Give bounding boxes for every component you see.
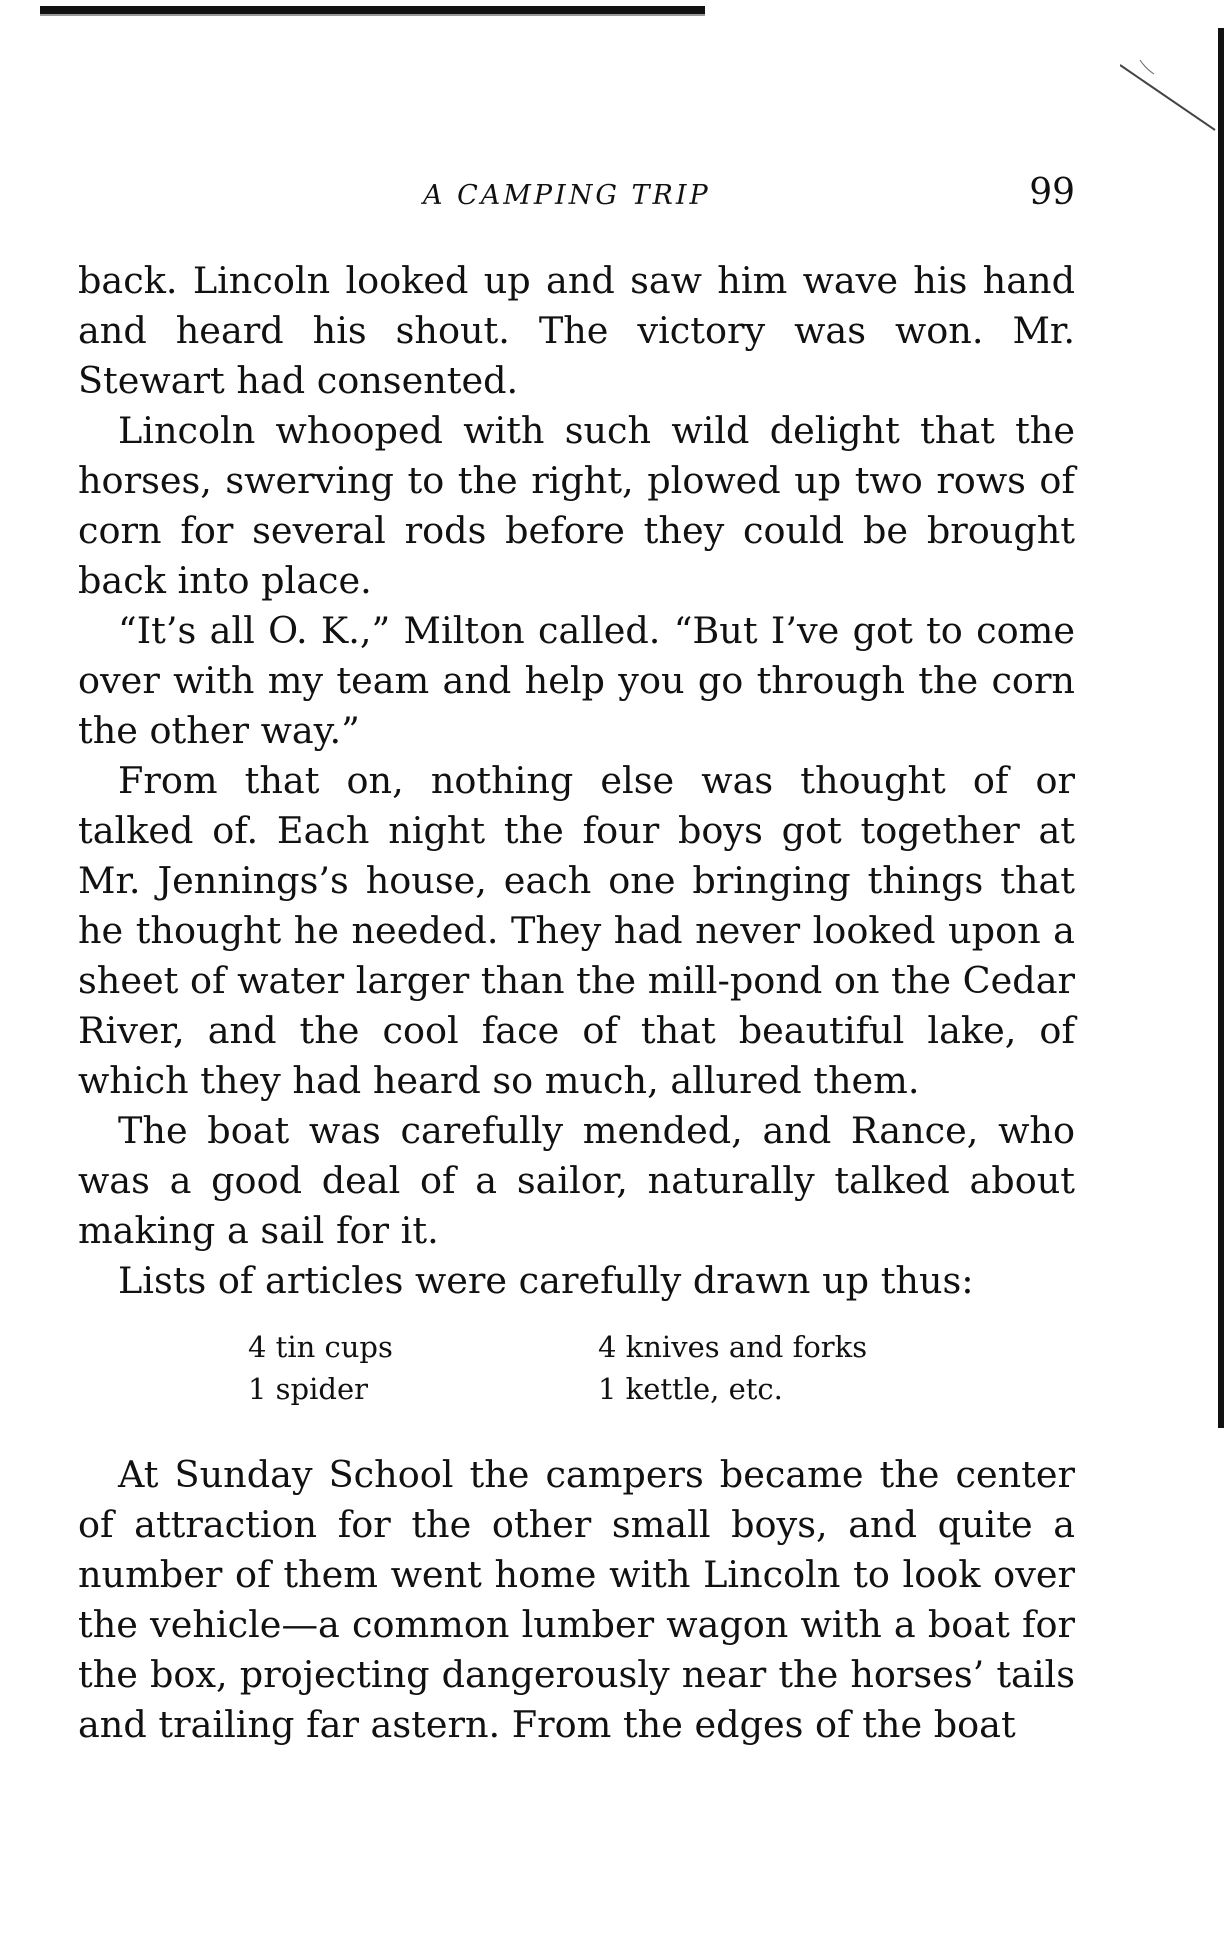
article-lists — [78, 1326, 1075, 1410]
page-edge-rule — [1218, 28, 1224, 1428]
paragraph: The boat was carefully mended, and Rance, who was a good deal of a sailor, naturally talked about making a sail for it. — [78, 1109, 1075, 1252]
running-head — [78, 172, 1075, 216]
running-title: A CAMPING TRIP — [423, 180, 711, 211]
list-item: 4 knives and forks — [598, 1330, 868, 1364]
page-corner-crease — [1120, 60, 1230, 140]
paragraph: At Sunday School the campers became the center of attraction for the other small boys, and quite a number of them went home with Lincoln to look over the vehicle—a common lumber wagon with a boat for the box, projecting dangerously near the horses’ tails and trailing far astern. From the edges of the boat — [78, 1453, 1075, 1746]
paragraph: back. Lincoln looked up and saw him wave his hand and heard his shout. The victory was won. Mr. Stewart had consented. — [78, 259, 1075, 402]
paragraph: From that on, nothing else was thought of or talked of. Each night the four boys got together at Mr. Jennings’s house, each one bringing things that he thought he needed. They had never looked upon a sheet of water larger than the mill-pond on the Cedar River, and the cool face of that beautiful lake, of which they had heard so much, allured them. — [78, 759, 1075, 1102]
top-rule — [40, 6, 705, 14]
list-item: 4 tin cups — [248, 1330, 393, 1364]
body-text — [78, 256, 1075, 1750]
article-list-right — [598, 1326, 948, 1410]
top-rule-shadow — [40, 14, 705, 16]
paragraph: Lists of articles were carefully drawn up thus: — [118, 1259, 974, 1302]
page-number: 99 — [1029, 172, 1075, 213]
article-list-left — [248, 1326, 598, 1410]
list-item: 1 kettle, etc. — [598, 1372, 783, 1406]
paragraph: “It’s all O. K.,” Milton called. “But I’ve got to come over with my team and help you go through the corn the other way.” — [78, 609, 1075, 752]
list-item: 1 spider — [248, 1372, 368, 1406]
paragraph: Lincoln whooped with such wild delight that the horses, swerving to the right, plowed up two rows of corn for several rods before they could be brought back into place. — [78, 409, 1075, 602]
